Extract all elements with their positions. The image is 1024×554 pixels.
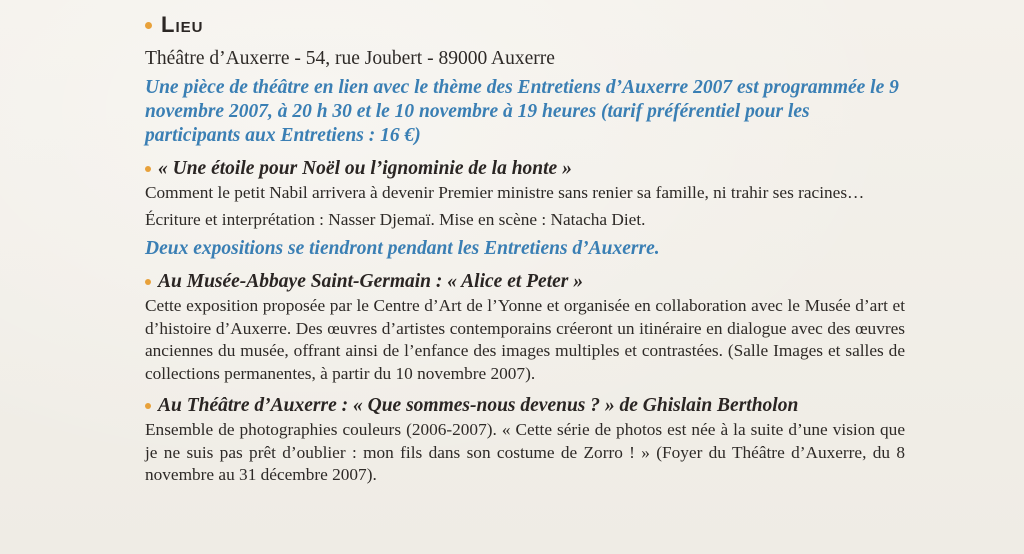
exposition-title xyxy=(145,393,905,419)
play-description: Comment le petit Nabil arrivera à devenir Premier ministre sans renier sa famille, ni trahir ses racines… xyxy=(145,183,865,202)
bullet-icon xyxy=(145,22,152,29)
play-title-text: « Une étoile pour Noël ou l’ignominie de la honte » xyxy=(158,158,572,179)
bullet-icon xyxy=(145,403,151,409)
exposition-title xyxy=(145,269,905,295)
exposition-description: Ensemble de photographies couleurs (2006-2007). « Cette série de photos est née à la suite d’une vision que je ne suis pas prêt d’oublier : mon fils dans son costume de Zorro ! » (Foyer du Théâtre d’Auxerre, du 8 novembre au 31 décembre 2007). xyxy=(145,420,905,484)
section-heading-text: Lieu xyxy=(161,12,204,37)
bullet-icon xyxy=(145,279,151,285)
play-credits: Écriture et interprétation : Nasser Djemaï. Mise en scène : Natacha Diet. xyxy=(145,209,646,229)
play-title xyxy=(145,156,905,182)
exposition-title-text: Au Musée-Abbaye Saint-Germain : « Alice et Peter » xyxy=(158,271,583,292)
bullet-icon xyxy=(145,166,151,172)
document-content xyxy=(145,8,905,487)
expositions-announcement: Deux expositions se tiendront pendant les Entretiens d’Auxerre. xyxy=(145,238,660,259)
exposition-title-text: Au Théâtre d’Auxerre : « Que sommes-nous devenus ? » de Ghislain Bertholon xyxy=(158,395,799,416)
venue-address: Théâtre d’Auxerre - 54, rue Joubert - 89000 Auxerre xyxy=(145,48,555,69)
play-announcement: Une pièce de théâtre en lien avec le thème des Entretiens d’Auxerre 2007 est programmée le 9 novembre 2007, à 20 h 30 et le 10 novembre à 19 heures (tarif préférentiel pour les participants aux Entretiens : 16 €) xyxy=(145,77,899,146)
section-heading xyxy=(145,8,905,42)
exposition-description: Cette exposition proposée par le Centre d’Art de l’Yonne et organisée en collaboration avec le Musée d’art et d’histoire d’Auxerre. Des œuvres d’artistes contemporains créeront un itinéraire en dialogue avec des œuvres anciennes du musée, offrant ainsi de l’enfance des images multiples et contrastées. (Salle Images et salles de collections permanentes, à partir du 10 novembre 2007). xyxy=(145,296,905,383)
